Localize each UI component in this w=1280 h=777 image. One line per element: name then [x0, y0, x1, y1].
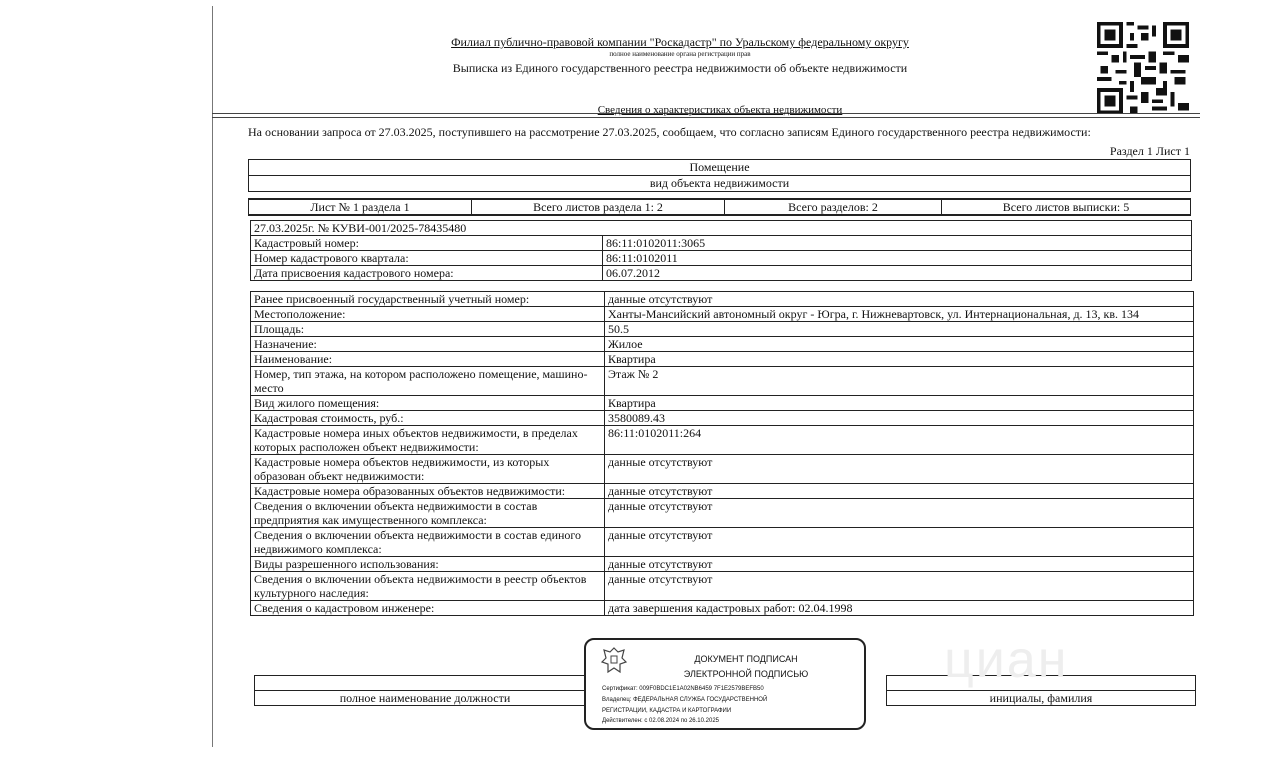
table-cell-value: Квартира	[605, 396, 1194, 411]
table-row	[251, 426, 1194, 455]
total-section-sheets: Всего листов раздела 1: 2	[472, 199, 725, 215]
sheet-reference: Раздел 1 Лист 1	[1109, 144, 1190, 158]
position-cell	[255, 676, 596, 691]
table-cell-label: Сведения о включении объекта недвижимости в состав предприятия как имущественного комплекса:	[251, 499, 605, 528]
table-cell-value: Жилое	[605, 337, 1194, 352]
registration-date-number: 27.03.2025г. № КУВИ-001/2025-78435480	[251, 221, 1192, 236]
sheet-number: Лист № 1 раздела 1	[249, 199, 472, 215]
org-name: Филиал публично-правовой компании "Роскадастр" по Уральскому федеральному округу	[451, 35, 909, 49]
position-caption: полное наименование должности	[255, 691, 596, 706]
table-row	[251, 484, 1194, 499]
stamp-validity: Действителен: с 02.08.2024 по 26.10.2025	[602, 718, 719, 724]
table-cell-label: Кадастровые номера иных объектов недвижимости, в пределах которых расположен объект недвижимости:	[251, 426, 605, 455]
table-cell-label: Назначение:	[251, 337, 605, 352]
object-type-caption: вид объекта недвижимости	[249, 176, 1191, 192]
table-cell-label: Кадастровая стоимость, руб.:	[251, 411, 605, 426]
table-cell-value: данные отсутствуют	[605, 292, 1194, 307]
table-cell-label: Дата присвоения кадастрового номера:	[251, 266, 603, 281]
stamp-line-2: ЭЛЕКТРОННОЙ ПОДПИСЬЮ	[683, 669, 809, 679]
document-title: Выписка из Единого государственного реестра недвижимости об объекте недвижимости	[452, 61, 908, 75]
table-cell-value: Этаж № 2	[605, 367, 1194, 396]
table-row	[251, 601, 1194, 616]
table-cell-value: данные отсутствуют	[605, 484, 1194, 499]
table-cell-label: Сведения о включении объекта недвижимости в состав единого недвижимого комплекса:	[251, 528, 605, 557]
intro-text: На основании запроса от 27.03.2025, поступившего на рассмотрение 27.03.2025, сообщаем, что согласно записям Единого государственного реестра недвижимости:	[248, 125, 1091, 139]
object-type-table	[248, 159, 1191, 192]
total-sections: Всего разделов: 2	[725, 199, 942, 215]
org-caption: полное наименование органа регистрации прав	[609, 50, 751, 58]
table-cell-label: Кадастровые номера объектов недвижимости, из которых образован объект недвижимости:	[251, 455, 605, 484]
table-row	[251, 528, 1194, 557]
table-row	[251, 367, 1194, 396]
table-cell-label: Сведения о кадастровом инженере:	[251, 601, 605, 616]
watermark: циан	[944, 631, 1069, 689]
table-cell-value: 3580089.43	[605, 411, 1194, 426]
object-type: Помещение	[249, 160, 1191, 176]
section-title: Сведения о характеристиках объекта недвижимости	[597, 104, 843, 116]
table-cell-value: дата завершения кадастровых работ: 02.04.1998	[605, 601, 1194, 616]
qr-code-icon	[1096, 22, 1190, 114]
table-cell-label: Номер кадастрового квартала:	[251, 251, 603, 266]
table-cell-value: Ханты-Мансийский автономный округ - Югра, г. Нижневартовск, ул. Интернациональная, д. 13, кв. 134	[605, 307, 1194, 322]
details-table	[250, 291, 1194, 616]
table-cell-value: 86:11:0102011:264	[605, 426, 1194, 455]
table-cell-value: 50.5	[605, 322, 1194, 337]
stamp-line-1: ДОКУМЕНТ ПОДПИСАН	[694, 654, 798, 664]
table-row	[251, 572, 1194, 601]
emblem-icon	[600, 646, 628, 676]
total-sheets: Всего листов выписки: 5	[942, 199, 1191, 215]
assignment-date: 06.07.2012	[603, 266, 1192, 281]
table-cell-value: Квартира	[605, 352, 1194, 367]
cadastral-quarter: 86:11:0102011	[603, 251, 1192, 266]
table-cell-value: данные отсутствуют	[605, 557, 1194, 572]
table-cell-label: Кадастровые номера образованных объектов недвижимости:	[251, 484, 605, 499]
table-cell-label: Вид жилого помещения:	[251, 396, 605, 411]
table-row	[251, 322, 1194, 337]
table-cell-label: Наименование:	[251, 352, 605, 367]
table-row	[251, 307, 1194, 322]
table-cell-label: Сведения о включении объекта недвижимости в реестр объектов культурного наследия:	[251, 572, 605, 601]
cadastral-number: 86:11:0102011:3065	[603, 236, 1192, 251]
table-cell-label: Ранее присвоенный государственный учетный номер:	[251, 292, 605, 307]
stamp-certificate: Сертификат: 009F0BDC1E1A02NB6459 7F1E2579BEFB50	[602, 686, 764, 692]
name-caption: инициалы, фамилия	[887, 691, 1196, 706]
table-cell-value: данные отсутствуют	[605, 455, 1194, 484]
table-cell-value: данные отсутствуют	[605, 572, 1194, 601]
stamp-owner-2: РЕГИСТРАЦИИ, КАДАСТРА И КАРТОГРАФИИ	[602, 708, 732, 714]
table-cell-label: Кадастровый номер:	[251, 236, 603, 251]
table-cell-label: Местоположение:	[251, 307, 605, 322]
registration-table	[250, 220, 1192, 281]
table-row	[251, 411, 1194, 426]
table-row	[251, 337, 1194, 352]
table-cell-label: Номер, тип этажа, на котором расположено помещение, машино-место	[251, 367, 605, 396]
table-row	[251, 455, 1194, 484]
rule-bottom	[212, 117, 1200, 118]
table-row	[251, 352, 1194, 367]
table-row	[251, 499, 1194, 528]
table-cell-value: данные отсутствуют	[605, 499, 1194, 528]
table-cell-label: Виды разрешенного использования:	[251, 557, 605, 572]
stamp-owner: Владелец: ФЕДЕРАЛЬНАЯ СЛУЖБА ГОСУДАРСТВЕННОЙ	[602, 697, 768, 703]
table-row	[251, 557, 1194, 572]
sheets-table	[248, 198, 1191, 216]
table-cell-value: данные отсутствуют	[605, 528, 1194, 557]
table-row	[251, 292, 1194, 307]
table-cell-label: Площадь:	[251, 322, 605, 337]
electronic-signature-stamp	[584, 638, 866, 730]
table-row	[251, 396, 1194, 411]
